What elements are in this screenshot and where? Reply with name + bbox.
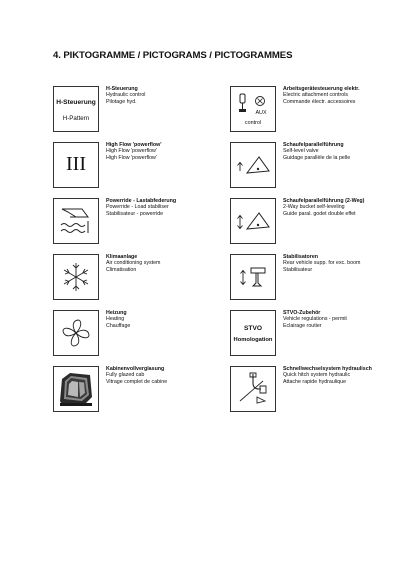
pictogram-entry-quick-hitch bbox=[230, 366, 395, 414]
pictogram-line: Chauffage bbox=[106, 322, 131, 329]
pictogram-line: Stabilisateur - powerride bbox=[106, 210, 164, 217]
pictogram-row bbox=[53, 310, 383, 358]
pictogram-line: Rear vehicle supp. for exc. boom bbox=[283, 260, 361, 267]
pictogram-line: Guide paral. godet double effet bbox=[283, 210, 356, 217]
pictogram-line: Electric attachment controls bbox=[283, 92, 349, 99]
pictogram-description bbox=[106, 198, 218, 217]
control-label: control bbox=[244, 120, 262, 126]
pictogram-line: Guidage parallèle de la pelle bbox=[283, 154, 351, 161]
pictogram-line: Quick hitch system hydraulic bbox=[283, 372, 351, 379]
cab-photo-icon bbox=[53, 366, 99, 412]
pictogram-row bbox=[53, 198, 383, 246]
pictogram-entry-heating bbox=[53, 310, 218, 358]
pictogram-line: Hydraulic control bbox=[106, 92, 146, 99]
aux-label: AUX bbox=[255, 110, 267, 116]
pictogram-description bbox=[283, 366, 395, 385]
bucket-level-2way-icon bbox=[230, 198, 276, 244]
pictogram-line: Powerride - Load stabiliser bbox=[106, 204, 169, 211]
pictogram-description bbox=[106, 366, 218, 385]
pictogram-row bbox=[53, 86, 383, 134]
pictogram-description bbox=[283, 142, 395, 161]
pictogram-line: Self-level valve bbox=[283, 148, 319, 155]
pictogram-description bbox=[283, 254, 395, 273]
box-label: STVO bbox=[244, 325, 262, 332]
pictogram-line: Attache rapide hydraulique bbox=[283, 378, 347, 385]
pictogram-title: Arbeitsgerätesteuerung elektr. bbox=[283, 86, 360, 92]
pictogram-entry-aux-control bbox=[230, 86, 395, 134]
pictogram-entry-high-flow bbox=[53, 142, 218, 190]
box-label: H-Pattern bbox=[62, 115, 90, 122]
page-title: 4. PIKTOGRAMME / PICTOGRAMS / PICTOGRAMMES bbox=[53, 50, 293, 61]
h-pattern-icon bbox=[53, 86, 99, 132]
joystick-aux-icon bbox=[230, 86, 276, 132]
stvo-icon bbox=[230, 310, 276, 356]
pictogram-line: Vitrage complet de cabine bbox=[106, 378, 168, 385]
pictogram-title: Schnellwechselsystem hydraulisch bbox=[283, 366, 372, 372]
pictogram-title: STVO-Zubehör bbox=[283, 310, 321, 316]
high-flow-icon bbox=[53, 142, 99, 188]
pictogram-title: Powerride - Lastabfederung bbox=[106, 198, 177, 204]
pictogram-line: Vehicle regulations - permit bbox=[283, 316, 347, 323]
bucket-level-icon bbox=[230, 142, 276, 188]
pictogram-description bbox=[283, 198, 395, 217]
pictogram-line: Climatisation bbox=[106, 266, 137, 273]
pictogram-line: High Flow 'powerflow' bbox=[106, 154, 157, 161]
quick-hitch-icon bbox=[230, 366, 276, 412]
pictogram-line: High Flow 'powerflow' bbox=[106, 148, 157, 155]
pictogram-description bbox=[106, 86, 218, 105]
pictogram-title: Kabinenvollverglasung bbox=[106, 366, 165, 372]
pictogram-title: Stabilisatoren bbox=[283, 254, 319, 260]
pictogram-line: Air conditioning system bbox=[106, 260, 161, 267]
pictogram-title: Schaufelparallelführung bbox=[283, 142, 344, 148]
pictogram-entry-powerride bbox=[53, 198, 218, 246]
pictogram-description bbox=[106, 310, 218, 329]
pictogram-title: H-Steuerung bbox=[106, 86, 138, 92]
pictogram-title: Heizung bbox=[106, 310, 127, 316]
pictogram-title: Klimaanlage bbox=[106, 254, 138, 260]
pictogram-entry-h-steering bbox=[53, 86, 218, 134]
pictogram-description bbox=[283, 86, 395, 105]
pictogram-entry-stabilizers bbox=[230, 254, 395, 302]
pictogram-line: Commande électr. accessoires bbox=[283, 98, 356, 105]
pictogram-entry-glazed-cab bbox=[53, 366, 218, 414]
pictogram-row bbox=[53, 254, 383, 302]
box-label: Homologation bbox=[233, 337, 273, 343]
pictogram-line: Eclairage routier bbox=[283, 322, 322, 329]
pictogram-entry-self-level bbox=[230, 142, 395, 190]
pictogram-description bbox=[106, 254, 218, 273]
pictogram-title: High Flow 'powerflow' bbox=[106, 142, 162, 148]
box-label: III bbox=[66, 153, 86, 175]
pictogram-entry-air-conditioning bbox=[53, 254, 218, 302]
pictogram-line: Stabilisateur bbox=[283, 266, 313, 273]
pictogram-row bbox=[53, 366, 383, 414]
pictogram-entry-self-level-2way bbox=[230, 198, 395, 246]
snowflake-icon bbox=[53, 254, 99, 300]
pictogram-line: 2-Way bucket self-leveling bbox=[283, 204, 345, 211]
pictogram-line: Fully glazed cab bbox=[106, 372, 145, 379]
pictogram-line: Pilotage hyd. bbox=[106, 98, 137, 105]
pictogram-line: Heating bbox=[106, 316, 125, 323]
box-label: H-Steuerung bbox=[56, 99, 96, 106]
pictogram-description bbox=[283, 310, 395, 329]
stabilizer-icon bbox=[230, 254, 276, 300]
pictogram-row bbox=[53, 142, 383, 190]
pictogram-title: Schaufelparallelführung (2-Weg) bbox=[283, 198, 365, 204]
fan-icon bbox=[53, 310, 99, 356]
pictogram-description bbox=[106, 142, 218, 161]
pictogram-entry-stvo bbox=[230, 310, 395, 358]
powerride-icon bbox=[53, 198, 99, 244]
